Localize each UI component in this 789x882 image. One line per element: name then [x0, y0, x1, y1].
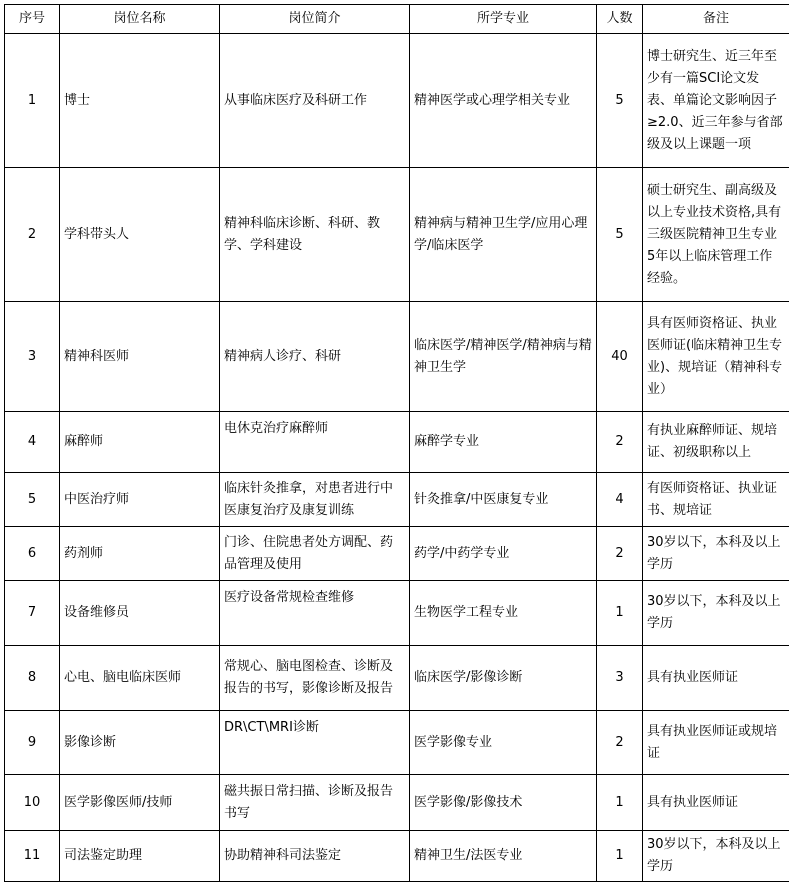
- cell-count: 3: [597, 646, 643, 711]
- cell-no: 1: [5, 34, 60, 168]
- job-table: [4, 4, 789, 882]
- cell-no: 11: [5, 831, 60, 882]
- cell-desc: 临床针灸推拿，对患者进行中医康复治疗及康复训练: [220, 473, 410, 527]
- cell-major: 精神医学或心理学相关专业: [410, 34, 597, 168]
- table-row: [5, 646, 789, 711]
- cell-title: 医学影像医师/技师: [60, 775, 220, 831]
- cell-no: 7: [5, 581, 60, 646]
- cell-note: 有医师资格证、执业证书、规培证: [643, 473, 789, 527]
- table-row: [5, 831, 789, 882]
- header-note: 备注: [643, 5, 789, 34]
- cell-note: 具有执业医师证或规培证: [643, 711, 789, 775]
- cell-note: 具有执业医师证: [643, 646, 789, 711]
- cell-note: 博士研究生、近三年至少有一篇SCI论文发表、单篇论文影响因子≥2.0、近三年参与省部级及以上课题一项: [643, 34, 789, 168]
- table-row: [5, 473, 789, 527]
- cell-count: 2: [597, 527, 643, 581]
- cell-major: 医学影像/影像技术: [410, 775, 597, 831]
- cell-desc: 常规心、脑电图检查、诊断及报告的书写，影像诊断及报告: [220, 646, 410, 711]
- table-row: [5, 775, 789, 831]
- cell-count: 5: [597, 168, 643, 302]
- cell-title: 心电、脑电临床医师: [60, 646, 220, 711]
- cell-note: 30岁以下，本科及以上学历: [643, 581, 789, 646]
- table-row: [5, 412, 789, 473]
- table-row: [5, 302, 789, 412]
- table-header: [5, 5, 789, 34]
- cell-title: 设备维修员: [60, 581, 220, 646]
- cell-title: 影像诊断: [60, 711, 220, 775]
- cell-desc: 电休克治疗麻醉师: [220, 412, 410, 473]
- cell-title: 药剂师: [60, 527, 220, 581]
- cell-no: 10: [5, 775, 60, 831]
- cell-desc: 门诊、住院患者处方调配、药品管理及使用: [220, 527, 410, 581]
- cell-desc: 医疗设备常规检查维修: [220, 581, 410, 646]
- cell-count: 1: [597, 775, 643, 831]
- cell-note: 具有执业医师证: [643, 775, 789, 831]
- table-row: [5, 168, 789, 302]
- cell-major: 临床医学/精神医学/精神病与精神卫生学: [410, 302, 597, 412]
- cell-major: 麻醉学专业: [410, 412, 597, 473]
- cell-desc: 精神病人诊疗、科研: [220, 302, 410, 412]
- cell-count: 2: [597, 412, 643, 473]
- header-no: 序号: [5, 5, 60, 34]
- cell-desc: DR\CT\MRI诊断: [220, 711, 410, 775]
- cell-title: 司法鉴定助理: [60, 831, 220, 882]
- header-count: 人数: [597, 5, 643, 34]
- table-row: [5, 527, 789, 581]
- cell-major: 精神卫生/法医专业: [410, 831, 597, 882]
- cell-no: 6: [5, 527, 60, 581]
- cell-title: 中医治疗师: [60, 473, 220, 527]
- cell-title: 学科带头人: [60, 168, 220, 302]
- table-row: [5, 711, 789, 775]
- cell-count: 4: [597, 473, 643, 527]
- cell-count: 40: [597, 302, 643, 412]
- cell-no: 8: [5, 646, 60, 711]
- header-desc: 岗位简介: [220, 5, 410, 34]
- cell-note: 具有医师资格证、执业医师证(临床精神卫生专业)、规培证（精神科专业）: [643, 302, 789, 412]
- cell-note: 硕士研究生、副高级及以上专业技术资格,具有三级医院精神卫生专业5年以上临床管理工作经验。: [643, 168, 789, 302]
- cell-count: 1: [597, 581, 643, 646]
- cell-major: 医学影像专业: [410, 711, 597, 775]
- cell-major: 临床医学/影像诊断: [410, 646, 597, 711]
- cell-title: 麻醉师: [60, 412, 220, 473]
- cell-no: 5: [5, 473, 60, 527]
- cell-major: 药学/中药学专业: [410, 527, 597, 581]
- cell-note: 30岁以下，本科及以上学历: [643, 527, 789, 581]
- cell-major: 生物医学工程专业: [410, 581, 597, 646]
- cell-major: 精神病与精神卫生学/应用心理学/临床医学: [410, 168, 597, 302]
- cell-note: 有执业麻醉师证、规培证、初级职称以上: [643, 412, 789, 473]
- cell-desc: 精神科临床诊断、科研、教学、学科建设: [220, 168, 410, 302]
- cell-desc: 从事临床医疗及科研工作: [220, 34, 410, 168]
- table-row: [5, 581, 789, 646]
- cell-count: 2: [597, 711, 643, 775]
- cell-no: 2: [5, 168, 60, 302]
- header-title: 岗位名称: [60, 5, 220, 34]
- cell-title: 博士: [60, 34, 220, 168]
- header-major: 所学专业: [410, 5, 597, 34]
- cell-no: 4: [5, 412, 60, 473]
- cell-title: 精神科医师: [60, 302, 220, 412]
- cell-count: 1: [597, 831, 643, 882]
- cell-note: 30岁以下，本科及以上学历: [643, 831, 789, 882]
- cell-no: 3: [5, 302, 60, 412]
- table-row: [5, 34, 789, 168]
- cell-no: 9: [5, 711, 60, 775]
- cell-count: 5: [597, 34, 643, 168]
- cell-major: 针灸推拿/中医康复专业: [410, 473, 597, 527]
- cell-desc: 磁共振日常扫描、诊断及报告书写: [220, 775, 410, 831]
- cell-desc: 协助精神科司法鉴定: [220, 831, 410, 882]
